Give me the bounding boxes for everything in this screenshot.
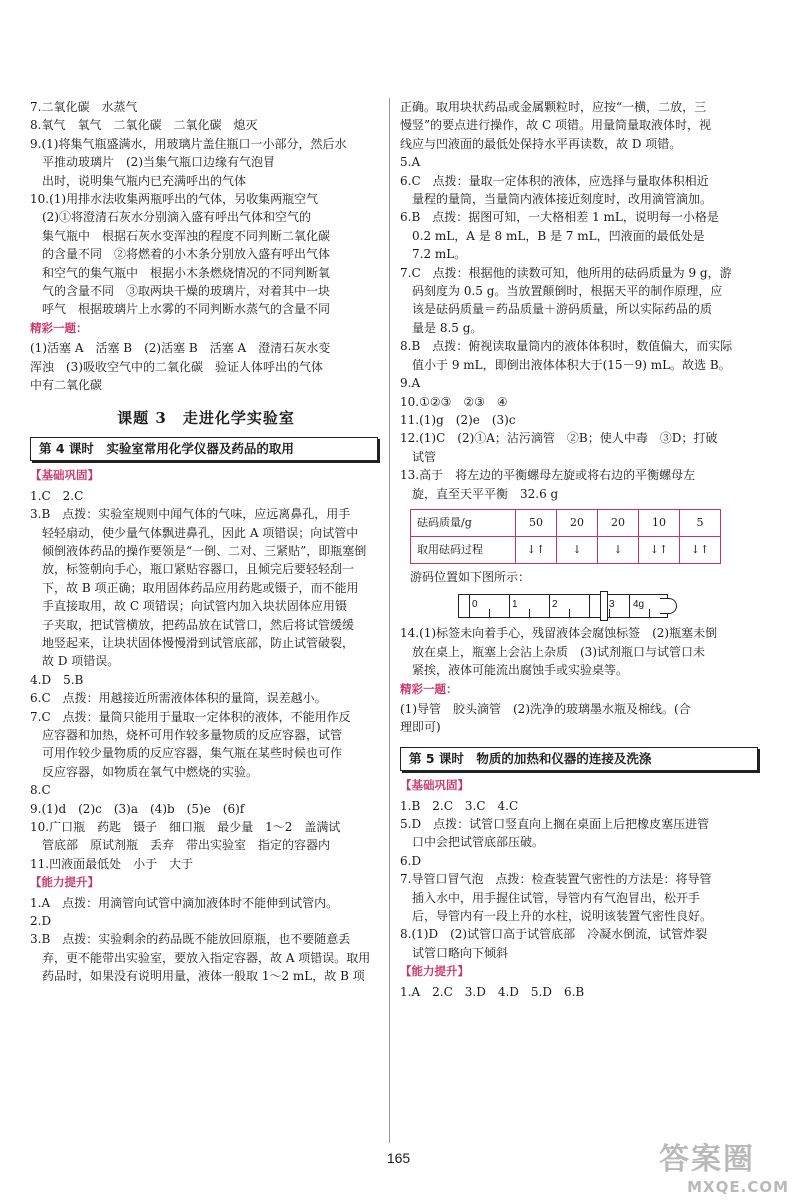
scale-tick xyxy=(509,595,510,617)
table-cell: 50 xyxy=(516,509,557,536)
table-cell: 20 xyxy=(598,509,639,536)
answer-line: 呼气 根据玻璃片上水雾的不同判断水蒸气的含量不同 xyxy=(30,302,331,317)
watermark-url: MXQE.COM xyxy=(687,1178,789,1196)
answer-line: 放在桌上，瓶塞上会沾上杂质 (3)试剂瓶口与试管口未 xyxy=(400,644,706,659)
answer-line: 慢竖”的要点进行操作，故 C 项错。用量筒量取液体时，视 xyxy=(400,118,711,133)
answer-line: 管底部 原试剂瓶 丢弃 带出实验室 指定的容器内 xyxy=(30,838,331,853)
answer-line: 可用作较少量物质的反应容器，集气瓶在某些时候也可作 xyxy=(30,746,343,761)
weights-table xyxy=(410,509,721,564)
answer-line: (1)导管 胶头滴管 (2)洗净的玻璃墨水瓶及棉线。(合 xyxy=(400,701,691,716)
answer-line: 量是 8.5 g。 xyxy=(400,320,483,335)
right-column xyxy=(400,98,762,1001)
answer-line: 2.D xyxy=(30,914,52,929)
answer-line: 11.(1)g (2)e (3)c xyxy=(400,412,516,427)
table-cell: ↓ xyxy=(598,536,639,563)
scale-label: 4g xyxy=(633,599,645,611)
answer-line: 正确。取用块状药品或金属颗粒时，应按“一横，二放，三 xyxy=(400,100,707,114)
table-cell: ↓↑ xyxy=(639,536,680,563)
scale-tick xyxy=(549,595,550,617)
answer-line: 6.D xyxy=(400,853,422,868)
answer-line: 反应容器，如物质在氧气中燃烧的实验。 xyxy=(30,764,259,779)
table-cell: ↓↑ xyxy=(516,536,557,563)
right-block-2 xyxy=(400,624,762,679)
table-cell: 5 xyxy=(680,509,721,536)
answer-line: 轻轻扇动，使少量气体飘进鼻孔，因此 A 项错误；向试管中 xyxy=(30,525,359,540)
watermark-text: 答案圈 xyxy=(659,1142,755,1177)
table-header-cell: 砝码质量/g xyxy=(411,509,516,536)
answer-line: 8.氧气 氧气 二氧化碳 二氧化碳 熄灭 xyxy=(30,118,258,133)
table-cell: ↓↑ xyxy=(680,536,721,563)
scale-tick xyxy=(489,609,490,617)
answer-line: (1)活塞 A 活塞 B (2)活塞 B 活塞 A 澄清石灰水变 xyxy=(30,341,331,356)
section-tag-nengli: 【能力提升】 xyxy=(30,877,99,890)
answer-line: 和空气的集气瓶中 根据小木条燃烧情况的不同判断氧 xyxy=(30,265,331,280)
answer-line: 该是砝码质量＝药品质量＋游码质量，所以实际药品的质 xyxy=(400,302,713,317)
answer-line: 理即可) xyxy=(400,720,441,735)
answer-line: 8.C xyxy=(30,783,51,798)
left-block-1 xyxy=(30,98,382,319)
left-block-3 xyxy=(30,487,382,874)
lesson-title: 课题 3 走进化学实验室 xyxy=(117,408,295,427)
answer-line: 6.C 点拨：量取一定体积的液体，应选择与量取体积相近 xyxy=(400,173,709,188)
rider-scale-figure xyxy=(458,594,668,618)
answer-line: 7.导管口冒气泡 点拨：检查装置气密性的方法是：将导管 xyxy=(400,872,712,887)
table-cell: ↓ xyxy=(557,536,598,563)
lesson-box-title: 第 5 课时 物质的加热和仪器的连接及洗涤 xyxy=(400,747,758,771)
answer-line: 量程的量筒，当量筒内液体接近刻度时，改用滴管滴加。 xyxy=(400,192,713,207)
answer-line: 6.C 点拨：用越接近所需液体体积的量筒，误差越小。 xyxy=(30,691,327,706)
answer-line: 后，导管内有一段上升的水柱，说明该装置气密性良好。 xyxy=(400,909,713,924)
right-block-1 xyxy=(400,98,762,503)
left-block-4 xyxy=(30,894,382,986)
table-header-cell: 取用砝码过程 xyxy=(411,536,516,563)
answer-line: 紧挨，液体可能流出腐蚀手或实验桌等。 xyxy=(400,663,629,678)
answer-line: 试管口略向下倾斜 xyxy=(400,945,509,960)
answer-line: 手直接取用，故 C 项错误；向试管内加入块状固体应用镊 xyxy=(30,599,347,614)
left-column xyxy=(30,98,382,986)
answer-line: 9.(1)d (2)c (3)a (4)b (5)e (6)f xyxy=(30,801,245,816)
scale-end-cap xyxy=(660,598,677,614)
page-number: 165 xyxy=(386,1150,411,1166)
section-tag-nengli: 【能力提升】 xyxy=(400,966,469,979)
answer-line: 中有二氧化碳 xyxy=(30,378,103,393)
right-block-5 xyxy=(400,983,762,1001)
answer-line: 子夹取，把试管横放，把药品放在试管口，然后将试管缓缓 xyxy=(30,617,355,632)
answer-line: 值小于 9 mL，即倒出液体体积大于(15－9) mL。故选 B。 xyxy=(400,357,731,372)
left-block-2 xyxy=(30,339,382,394)
answer-line: 14.(1)标签未向着手心，残留液体会腐蚀标签 (2)瓶塞未倒 xyxy=(400,626,718,641)
scale-label: 1 xyxy=(512,599,518,611)
scale-tick xyxy=(629,595,630,617)
scale-tick xyxy=(469,595,470,617)
answer-line: 地竖起来，让块状固体慢慢滑到试管底部，防止试管破裂， xyxy=(30,635,355,650)
right-block-3 xyxy=(400,700,762,737)
scale-label: 2 xyxy=(552,599,558,611)
column-divider xyxy=(389,98,390,1143)
answer-line: 7.二氧化碳 水蒸气 xyxy=(30,100,138,114)
answer-line: 8.B 点拨：俯视读取量筒内的液体体积时，数值偏大，而实际 xyxy=(400,339,733,354)
answer-line: 应容器和加热，烧杯可用作较多量物质的反应容器，试管 xyxy=(30,728,343,742)
section-tag-jingcai: 精彩一题： xyxy=(30,322,88,335)
scale-tick xyxy=(589,595,590,617)
answer-line: 码刻度为 0.5 g。当放置颠倒时，根据天平的制作原理，应 xyxy=(400,284,723,299)
section-tag-jichu: 【基础巩固】 xyxy=(30,470,99,483)
scale-tick xyxy=(649,609,650,617)
answer-line: 9.(1)将集气瓶盛满水，用玻璃片盖住瓶口一小部分，然后水 xyxy=(30,136,347,151)
answer-line: 11.凹液面最低处 小于 大于 xyxy=(30,856,194,871)
answer-line: 1.C 2.C xyxy=(30,488,84,503)
answer-line: 旋，直至天平平衡 32.6 g xyxy=(400,486,559,501)
answer-line: 插入水中，用手握住试管，导管内有气泡冒出，松开手 xyxy=(400,890,701,905)
scale-tick xyxy=(569,609,570,617)
scale-tick xyxy=(529,609,530,617)
answer-line: 弃，更不能带出实验室，要放入指定容器，故 A 项错误。取用 xyxy=(30,950,371,965)
section-tag-jingcai: 精彩一题： xyxy=(400,683,458,696)
rider-marker xyxy=(600,591,608,621)
answer-line: 5.A xyxy=(400,155,421,170)
answer-line: 药品时，如果没有说明用量，液体一般取 1～2 mL，故 B 项 xyxy=(30,969,365,984)
answer-line: 10.(1)用排水法收集两瓶呼出的气体，另收集两瓶空气 xyxy=(30,192,319,207)
answer-line: 0.2 mL，A 是 8 mL，B 是 7 mL，凹液面的最低处是 xyxy=(400,228,705,243)
answer-line: 气的含量不同 ③取两块干燥的玻璃片，对着其中一块 xyxy=(30,284,331,299)
answer-line: 9.A xyxy=(400,376,421,391)
ruler-caption: 游码位置如下图所示： xyxy=(410,569,531,584)
answer-line: 8.(1)D (2)试管口高于试管底部 冷凝水倒流，试管炸裂 xyxy=(400,927,708,942)
answer-line: 1.B 2.C 3.C 4.C xyxy=(400,798,519,813)
answer-line: 下，故 B 项正确；取用固体药品应用药匙或镊子，而不能用 xyxy=(30,580,359,595)
answer-line: 4.D 5.B xyxy=(30,672,84,687)
lesson-box-title: 第 4 课时 实验室常用化学仪器及药品的取用 xyxy=(30,437,378,461)
answer-line: 试管 xyxy=(400,449,437,464)
answer-line: 10.①②③ ②③ ④ xyxy=(400,394,508,409)
answer-line: 故 D 项错误。 xyxy=(30,654,120,669)
answer-line: 13.高于 将左边的平衡螺母左旋或将右边的平衡螺母左 xyxy=(400,468,696,483)
answer-line: 放，标签朝向手心，瓶口紧贴容器口，且倾完后要轻轻刮一 xyxy=(30,562,355,577)
section-tag-jichu: 【基础巩固】 xyxy=(400,780,469,793)
answer-line: 7.C 点拨：量筒只能用于量取一定体积的液体，不能用作反 xyxy=(30,709,351,724)
answer-line: 平推动玻璃片 (2)当集气瓶口边缘有气泡冒 xyxy=(30,155,275,170)
answer-line: 7.C 点拨：根据他的读数可知，他所用的砝码质量为 9 g，游 xyxy=(400,265,732,280)
answer-line: 3.B 点拨：实验室规则中闻气体的气味，应远离鼻孔，用手 xyxy=(30,507,351,522)
answer-line: 5.D 点拨：试管口竖直向上搁在桌面上后把橡皮塞压进管 xyxy=(400,817,710,831)
answer-line: (2)①将澄清石灰水分别滴入盛有呼出气体和空气的 xyxy=(30,210,312,225)
answer-line: 倾倒液体药品的操作要领是“一倒、二对、三紧贴”，即瓶塞倒 xyxy=(30,543,367,558)
answer-line: 12.(1)C (2)①A；沾污滴管 ②B；使人中毒 ③D；打破 xyxy=(400,431,718,446)
table-row xyxy=(411,536,721,563)
answer-line: 的含量不同 ②将燃着的小木条分别放入盛有呼出气体 xyxy=(30,247,331,262)
answer-line: 1.A 2.C 3.D 4.D 5.D 6.B xyxy=(400,984,585,999)
table-row xyxy=(411,509,721,536)
scale-label: 0 xyxy=(472,599,478,611)
answer-line: 浑浊 (3)吸收空气中的二氧化碳 验证人体呼出的气体 xyxy=(30,359,324,374)
answer-line: 7.2 mL。 xyxy=(400,247,467,262)
answer-line: 3.B 点拨：实验剩余的药品既不能放回原瓶，也不要随意丢 xyxy=(30,932,351,947)
answer-line: 1.A 点拨：用滴管向试管中滴加液体时不能伸到试管内。 xyxy=(30,895,339,910)
table-cell: 20 xyxy=(557,509,598,536)
scale-label: 3 xyxy=(609,599,615,611)
answer-line: 10.广口瓶 药匙 镊子 细口瓶 最少量 1～2 盖满试 xyxy=(30,820,341,835)
right-block-4 xyxy=(400,797,762,963)
answer-line: 口中会把试管底部压破。 xyxy=(400,835,545,850)
answer-line: 出时，说明集气瓶内已充满呼出的气体 xyxy=(30,173,247,188)
answer-line: 线应与凹液面的最低处保持水平再读数，故 D 项错。 xyxy=(400,136,682,151)
answer-line: 集气瓶中 根据石灰水变浑浊的程度不同判断二氧化碳 xyxy=(30,228,331,243)
table-cell: 10 xyxy=(639,509,680,536)
watermark-logo xyxy=(659,1134,789,1194)
answer-line: 6.B 点拨：据图可知，一大格相差 1 mL，说明每一小格是 xyxy=(400,210,719,225)
